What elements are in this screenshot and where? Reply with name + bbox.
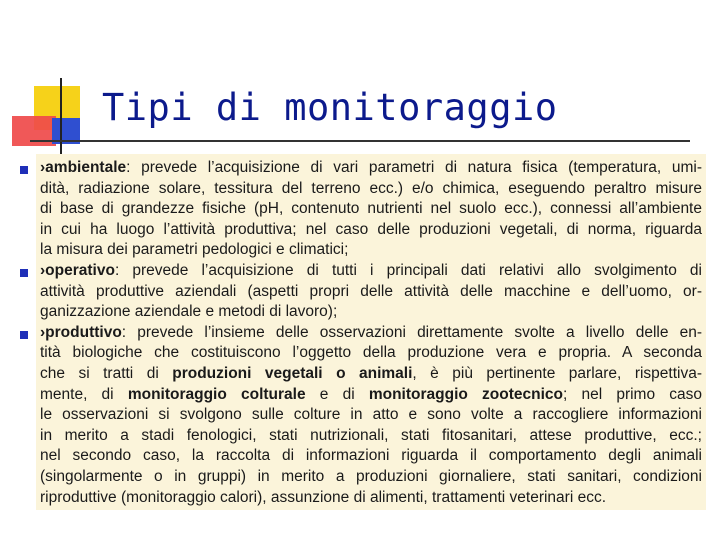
- square-bullet-icon: [20, 166, 28, 174]
- text-line: [40, 282, 702, 303]
- text-line: [40, 426, 702, 447]
- bold-term: monitoraggio zootecnico: [368, 385, 563, 403]
- text-line: [40, 343, 702, 364]
- text-line: [40, 179, 702, 200]
- bold-term: monitoraggio colturale: [127, 385, 306, 403]
- text-segment: : prevede l’insieme delle osservazioni direttamente svolte a livello delle en-: [121, 323, 702, 341]
- text-segment: la misura dei parametri pedologici e climatici;: [40, 241, 349, 259]
- text-segment: : prevede l’acquisizione di tutti i principali dati relativi allo svolgimento di: [114, 262, 702, 279]
- title-underline: [30, 140, 690, 142]
- text-segment: attività produttive aziendali (aspetti propri delle attività delle macchine e dell’uomo, or-: [40, 282, 702, 300]
- text-line: [40, 158, 702, 179]
- text-line: [40, 199, 702, 220]
- text-segment: e di: [305, 385, 369, 403]
- text-line: [40, 302, 702, 323]
- text-line: [40, 240, 702, 261]
- text-line: [40, 364, 702, 385]
- text-line: [40, 261, 702, 282]
- text-line: [40, 323, 702, 344]
- bold-term: ›operativo: [40, 262, 115, 279]
- bold-term: produzioni vegetali o animali: [172, 364, 413, 382]
- text-segment: riproduttive (monitoraggio calori), assunzione di alimenti, trattamenti veterinari ecc.: [40, 488, 606, 506]
- square-bullet-icon: [20, 331, 28, 339]
- text-segment: mente, di: [40, 385, 128, 403]
- text-segment: dità, radiazione solare, tessitura del terreno ecc.) e/o chimica, eseguendo peraltro misure: [40, 179, 702, 197]
- text-segment: tità biologiche che costituiscono l’oggetto della produzione vera e propria. A seconda: [40, 344, 702, 362]
- text-segment: in merito a stadi fenologici, stati nutrizionali, stati fitosanitari, attese produttive, ecc.;: [40, 426, 702, 444]
- text-segment: , è più pertinente parlare, rispettiva-: [412, 364, 702, 382]
- text-line: [40, 405, 702, 426]
- text-segment: le osservazioni si svolgono sulle colture in atto e sono volte a raccogliere informazioni: [40, 406, 702, 424]
- text-segment: ; nel primo caso: [562, 385, 702, 403]
- text-segment: in cui ha luogo l’attività produttiva; nel caso delle produzioni vegetali, di norma, riguarda: [40, 220, 702, 238]
- text-line: [40, 488, 702, 509]
- text-segment: (singolarmente o in gruppi) in merito a produzioni giornaliere, stati sanitari, condizioni: [40, 467, 702, 485]
- text-segment: che si tratti di: [40, 364, 173, 382]
- text-segment: : prevede l’acquisizione di vari parametri di natura fisica (temperatura, umi-: [126, 159, 702, 176]
- text-line: [40, 220, 702, 241]
- text-segment: ganizzazione aziendale e metodi di lavoro);: [40, 303, 338, 321]
- slide-title: Tipi di monitoraggio: [102, 86, 558, 129]
- text-line: [40, 446, 702, 467]
- text-line: [40, 385, 702, 406]
- text-line: [40, 467, 702, 488]
- text-segment: nel secondo caso, la raccolta di informazioni riguarda il comportamento degli animali: [40, 447, 702, 465]
- square-bullet-icon: [20, 269, 28, 277]
- logo-vertical-line: [60, 78, 62, 160]
- bold-term: ›produttivo: [40, 323, 122, 341]
- text-segment: di base di grandezze fisiche (pH, contenuto nutrienti nel suolo ecc.), connessi all’ambiente: [40, 200, 702, 218]
- book-excerpt: [36, 154, 706, 510]
- bold-term: ›ambientale: [40, 159, 127, 176]
